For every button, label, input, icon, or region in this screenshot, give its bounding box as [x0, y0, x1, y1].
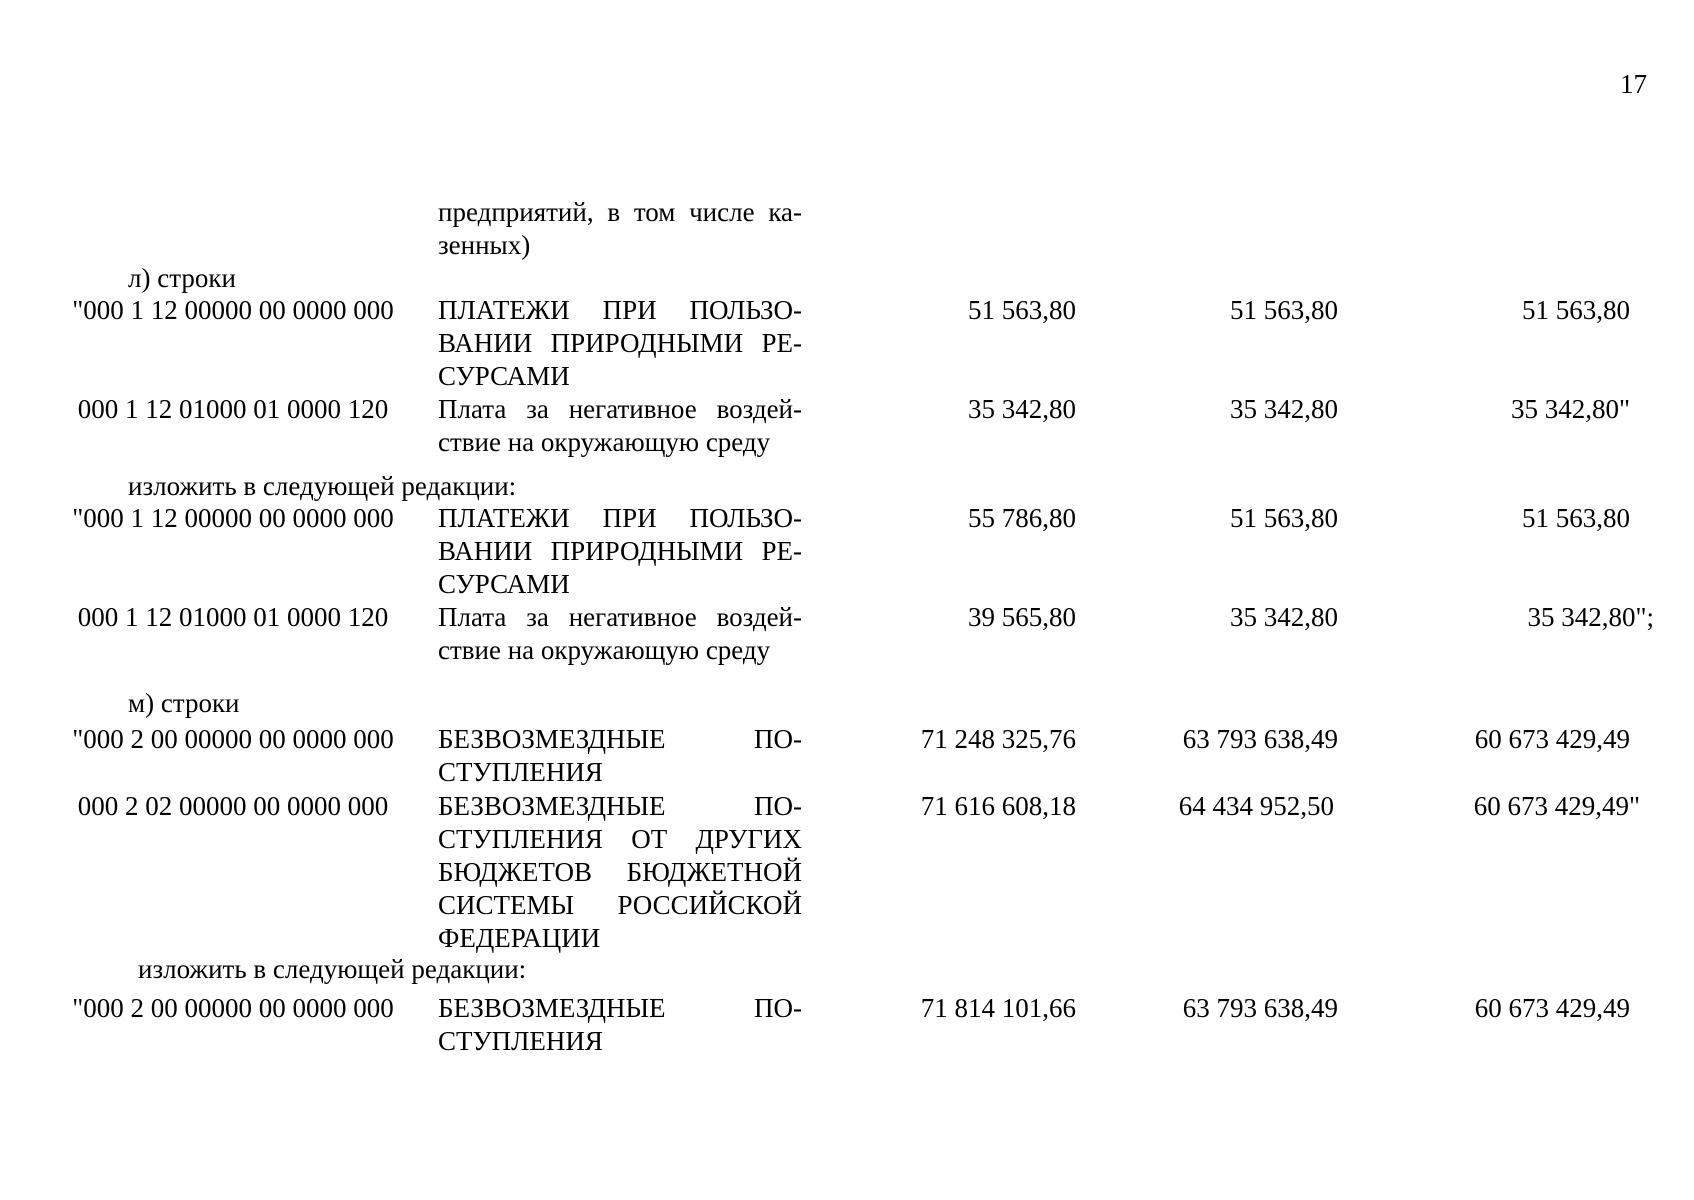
value-year-3: 35 342,80"; — [1527, 602, 1654, 632]
desc-line: БЮДЖЕТОВ БЮДЖЕТНОЙ — [438, 857, 802, 887]
desc-line: ВАНИИ ПРИРОДНЫМИ РЕ- — [438, 328, 802, 358]
value-year-2: 35 342,80 — [1230, 602, 1338, 632]
budget-code: "000 1 12 00000 00 0000 000 — [72, 503, 394, 533]
desc-line: зенных) — [438, 230, 531, 260]
budget-code: 000 1 12 01000 01 0000 120 — [77, 394, 389, 424]
desc-line: БЕЗВОЗМЕЗДНЫЕ ПО- — [438, 993, 802, 1023]
page-number: 17 — [1620, 69, 1647, 99]
row-description — [438, 393, 802, 459]
desc-line: СУРСАМИ — [438, 569, 570, 599]
value-year-1: 71 814 101,66 — [920, 993, 1076, 1023]
desc-line: СТУПЛЕНИЯ — [438, 1026, 603, 1056]
desc-line: СУРСАМИ — [438, 361, 570, 391]
desc-line: предприятий, в том числе ка- — [438, 197, 802, 227]
desc-line: СТУПЛЕНИЯ — [438, 757, 603, 787]
desc-line: ствие на окружающую среду — [438, 635, 771, 665]
desc-line: Плата за негативное воздей- — [438, 394, 802, 424]
row-description — [438, 294, 802, 393]
continuation-text — [438, 196, 802, 262]
replace-label: изложить в следующей редакции: — [138, 954, 527, 984]
replace-label: изложить в следующей редакции: — [128, 471, 517, 501]
desc-line: ПЛАТЕЖИ ПРИ ПОЛЬЗО- — [438, 503, 802, 533]
value-year-3: 51 563,80 — [1522, 503, 1630, 533]
desc-line: Плата за негативное воздей- — [438, 602, 802, 632]
value-year-2: 35 342,80 — [1230, 394, 1338, 424]
desc-line: БЕЗВОЗМЕЗДНЫЕ ПО- — [438, 724, 802, 754]
value-year-1: 55 786,80 — [968, 503, 1076, 533]
row-description — [438, 992, 802, 1058]
value-year-1: 51 563,80 — [968, 295, 1076, 325]
value-year-1: 39 565,80 — [968, 602, 1076, 632]
desc-line: СИСТЕМЫ РОССИЙСКОЙ — [438, 890, 802, 920]
budget-code: "000 1 12 00000 00 0000 000 — [72, 295, 394, 325]
desc-line: СТУПЛЕНИЯ ОТ ДРУГИХ — [438, 824, 802, 854]
value-year-2: 63 793 638,49 — [1182, 993, 1338, 1023]
value-year-1: 71 616 608,18 — [920, 791, 1076, 821]
value-year-3: 35 342,80" — [1510, 394, 1630, 424]
value-year-2: 64 434 952,50 — [1178, 791, 1334, 821]
value-year-3: 60 673 429,49 — [1474, 724, 1630, 754]
desc-line: БЕЗВОЗМЕЗДНЫЕ ПО- — [438, 791, 802, 821]
row-description — [438, 502, 802, 601]
desc-line: ствие на окружающую среду — [438, 427, 771, 457]
value-year-3: 60 673 429,49" — [1473, 791, 1640, 821]
value-year-1: 71 248 325,76 — [920, 724, 1076, 754]
budget-code: "000 2 00 00000 00 0000 000 — [72, 993, 394, 1023]
value-year-1: 35 342,80 — [968, 394, 1076, 424]
row-description — [438, 601, 802, 667]
value-year-2: 51 563,80 — [1230, 503, 1338, 533]
section-m-label: м) строки — [128, 688, 240, 718]
value-year-2: 51 563,80 — [1230, 295, 1338, 325]
section-l-label: л) строки — [128, 263, 236, 293]
budget-code: 000 2 02 00000 00 0000 000 — [77, 791, 389, 821]
row-description — [438, 790, 802, 955]
desc-line: ФЕДЕРАЦИИ — [438, 923, 601, 953]
desc-line: ПЛАТЕЖИ ПРИ ПОЛЬЗО- — [438, 295, 802, 325]
value-year-3: 60 673 429,49 — [1474, 993, 1630, 1023]
value-year-3: 51 563,80 — [1522, 295, 1630, 325]
budget-code: "000 2 00 00000 00 0000 000 — [72, 724, 394, 754]
desc-line: ВАНИИ ПРИРОДНЫМИ РЕ- — [438, 536, 802, 566]
budget-code: 000 1 12 01000 01 0000 120 — [77, 602, 389, 632]
value-year-2: 63 793 638,49 — [1182, 724, 1338, 754]
row-description — [438, 723, 802, 789]
